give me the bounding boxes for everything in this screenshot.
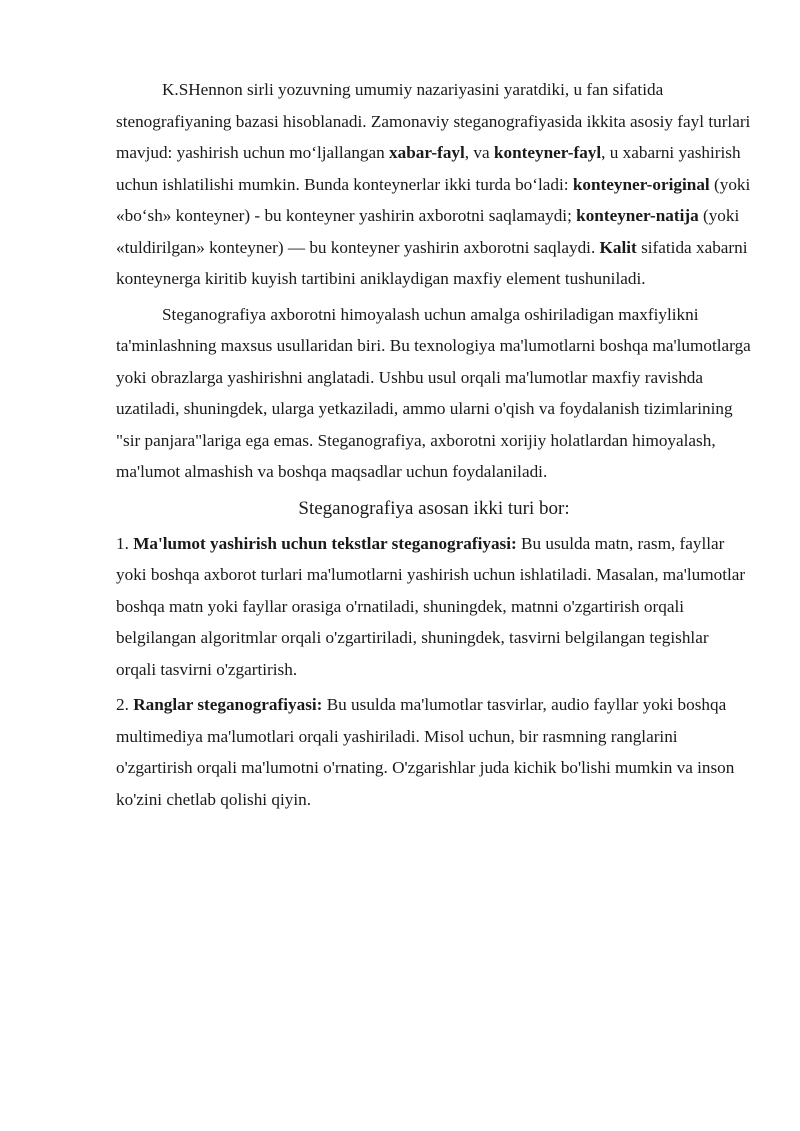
- text-run: , u xabarni yashirish uchun ishlatilishi mumkin. Bunda konteynerlar ikki turda bo‘ladi:: [116, 143, 741, 194]
- list-item-text: Bu usulda matn, rasm, fayllar yoki boshqa axborot turlari ma'lumotlarni yashirish uchun ishlatiladi. Masalan, ma'lumotlar boshqa matn yoki fayllar orasiga o'rnatiladi, shuningdek, matnni o'zgartirish orqali belgilangan algoritmlar orqali o'zgartiriladi, shuningdek, tasvirni belgilangan tegishlar orqali tasvirni o'zgartirish.: [116, 533, 746, 679]
- text-run: sifatida xabarni konteynerga kiritib kuyish tartibini aniklaydigan maxfiy element tushuniladi.: [116, 237, 748, 288]
- list-number: 2.: [116, 695, 134, 714]
- text-run: (yoki «tuldirilgan» konteyner) — bu konteyner yashirin axborotni saqlaydi.: [116, 206, 740, 257]
- text-run: K.SHennon sirli yozuvning umumiy nazariyasini yaratdiki, u fan sifatida stenografiyaning bazasi hisoblanadi. Zamonaviy steganografiyasida ikkita asosiy fayl turlari mavjud: yashirish uchun mo‘ljallangan: [116, 80, 751, 162]
- list-item-1: [116, 528, 752, 686]
- term-konteyner-fayl: konteyner-fayl: [493, 143, 602, 162]
- text-run: , va: [464, 143, 494, 162]
- list-item-title: Ma'lumot yashirish uchun tekstlar steganografiyasi:: [133, 533, 517, 553]
- term-xabar-fayl: xabar-fayl: [389, 143, 465, 162]
- list-number: 1.: [116, 533, 134, 553]
- term-kalit: Kalit: [599, 237, 637, 257]
- list-item-text: Bu usulda ma'lumotlar tasvirlar, audio fayllar yoki boshqa multimediya ma'lumotlari orqali yashiriladi. Misol uchun, bir rasmning ranglarini o'zgartirish orqali ma'lumotni o'rnating. O'zgarishlar juda kichik bo'lishi mumkin va inson ko'zini chetlab qolishi qiyin.: [116, 695, 735, 809]
- text-run: (yoki «bo‘sh» konteyner) - bu konteyner yashirin axborotni saqlamaydi;: [116, 174, 751, 225]
- document-page: [116, 74, 752, 815]
- paragraph-shannon: [116, 74, 752, 295]
- term-konteyner-original: konteyner-original: [572, 174, 710, 194]
- paragraph-steganografiya: Steganografiya axborotni himoyalash uchun amalga oshiriladigan maxfiylikni ta'minlashning maxsus usullaridan biri. Bu texnologiya ma'lumotlarni boshqa ma'lumotlarga yoki obrazlarga yashirishni anglatadi. Ushbu usul orqali ma'lumotlar maxfiy ravishda uzatiladi, shuningdek, ularga yetkaziladi, ammo ularni o'qish va foydalanish tizimlarining "sir panjara"lariga ega emas. Steganografiya, axborotni xorijiy holatlardan himoyalash, ma'lumot almashish va boshqa maqsadlar uchun foydalaniladi.: [116, 304, 751, 481]
- section-heading: Steganografiya asosan ikki turi bor:: [298, 497, 570, 519]
- list-item-2: [116, 689, 752, 815]
- term-konteyner-natija: konteyner-natija: [576, 206, 699, 225]
- list-item-title: Ranglar steganografiyasi:: [133, 695, 323, 714]
